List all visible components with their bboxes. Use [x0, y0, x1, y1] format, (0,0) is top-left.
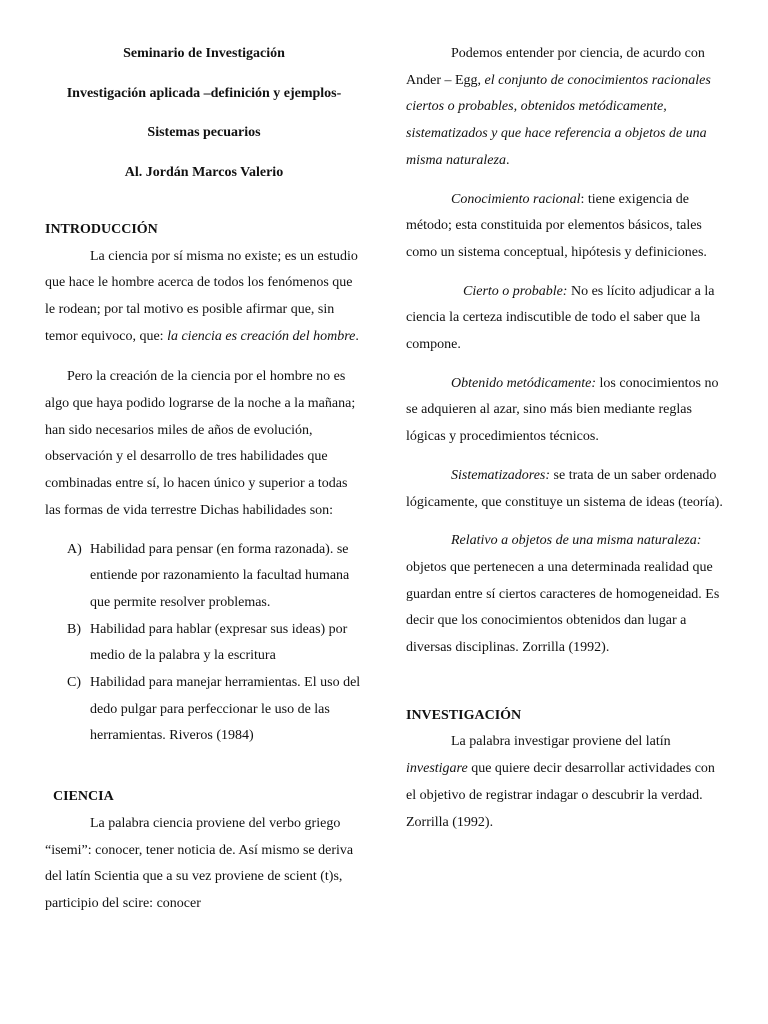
definition-paragraph	[406, 41, 724, 175]
definition-text: Podemos entender por ciencia, de acurdo con Ander – Egg,	[406, 46, 705, 88]
relative-objects-paragraph	[406, 528, 724, 662]
methodical-text: los conocimientos no se adquieren al azar, sino más bien mediante reglas lógicas y procedimientos técnicos.	[406, 375, 719, 445]
ciencia-heading: CIENCIA	[53, 789, 114, 805]
author-name: Al. Jordán Marcos Valerio	[124, 165, 284, 181]
seminar-title: Seminario de Investigación	[123, 46, 285, 61]
certain-probable-paragraph	[406, 279, 724, 359]
intro-heading: INTRODUCCIÓN	[45, 221, 158, 237]
investigacion-emphasis: investigare	[406, 761, 468, 777]
rational-knowledge-term: Conocimiento racional	[451, 191, 581, 207]
systematized-paragraph	[406, 463, 724, 516]
left-column	[45, 41, 363, 918]
document-subtitle: Investigación aplicada –definición y ejemplos-	[66, 85, 342, 101]
investigacion-paragraph	[406, 729, 724, 836]
list-item-text: Habilidad para hablar (expresar sus ideas) por medio de la palabra y la escritura	[90, 621, 348, 664]
certain-probable-text: No es lícito adjudicar a la ciencia la certeza indiscutible de todo el saber que la compone.	[406, 283, 715, 353]
ciencia-paragraph: La palabra ciencia proviene del verbo griego “isemi”: conocer, tener noticia de. Así mismo se deriva del latín Scientia que a su vez proviene de scient (t)s, participio del scire: conocer	[45, 815, 354, 911]
list-marker: C)	[67, 675, 81, 691]
list-item-text: Habilidad para manejar herramientas. El uso del dedo pulgar para perfeccionar le uso de las herramientas. Riveros (1984)	[90, 675, 361, 744]
list-marker: A)	[67, 541, 82, 557]
relative-objects-text: objetos que pertenecen a una determinada realidad que guardan entre sí ciertos caracteres de homogeneidad. Es decir que los conocimientos obtenidos dan lugar a diversas disciplinas. Zorrilla (1992).	[406, 559, 720, 656]
list-item	[45, 670, 363, 750]
methodical-term: Obtenido metódicamente:	[451, 375, 597, 391]
systematized-text: se trata de un saber ordenado lógicamente, que constituye un sistema de ideas (teoría).	[406, 467, 723, 510]
definition-end: .	[505, 152, 510, 168]
rational-knowledge-text: : tiene exigencia de método; esta constituida por elementos básicos, tales como un sistema conceptual, hipótesis y definiciones.	[406, 191, 707, 260]
definition-emphasis: el conjunto de conocimientos racionales ciertos o probables, obtenidos metódicamente, sistematizados y que hace referencia a objetos de una misma naturaleza	[406, 72, 711, 168]
intro-p1-end: .	[355, 328, 359, 344]
methodical-paragraph	[406, 371, 724, 451]
rational-knowledge-paragraph	[406, 187, 724, 267]
right-column	[406, 41, 724, 836]
list-item-text: Habilidad para pensar (en forma razonada). se entiende por razonamiento la facultad humana que permite resolver problemas.	[90, 541, 350, 610]
topic-title: Sistemas pecuarios	[147, 125, 261, 141]
relative-objects-term: Relativo a objetos de una misma naturaleza:	[451, 533, 702, 549]
list-item	[45, 537, 363, 617]
investigacion-text: La palabra investigar proviene del latín	[451, 734, 671, 750]
investigacion-heading: INVESTIGACIÓN	[406, 707, 522, 723]
list-item	[45, 617, 363, 670]
intro-paragraph-1	[45, 244, 363, 351]
list-marker: B)	[67, 621, 81, 637]
intro-p1-text: La ciencia por sí misma no existe; es un estudio que hace le hombre acerca de todos los fenómenos que le rodean; por tal motivo es posible afirmar que, sin temor equivoco, que:	[45, 248, 358, 344]
skills-list	[45, 537, 363, 751]
systematized-term: Sistematizadores:	[451, 467, 551, 483]
investigacion-text-end: que quiere decir desarrollar actividades con el objetivo de registrar indagar o descubrir la verdad. Zorrilla (1992).	[406, 761, 715, 830]
certain-probable-term: Cierto o probable:	[463, 283, 568, 299]
intro-paragraph-2: Pero la creación de la ciencia por el hombre no es algo que haya podido lograrse de la noche a la mañana; han sido necesarios miles de años de evolución, observación y el desarrollo de tres habilidades que combinadas entre sí, lo hacen único y superior a todas las formas de vida terrestre Dichas habilidades son:	[45, 369, 356, 518]
intro-p1-emphasis: la ciencia es creación del hombre	[167, 328, 356, 344]
